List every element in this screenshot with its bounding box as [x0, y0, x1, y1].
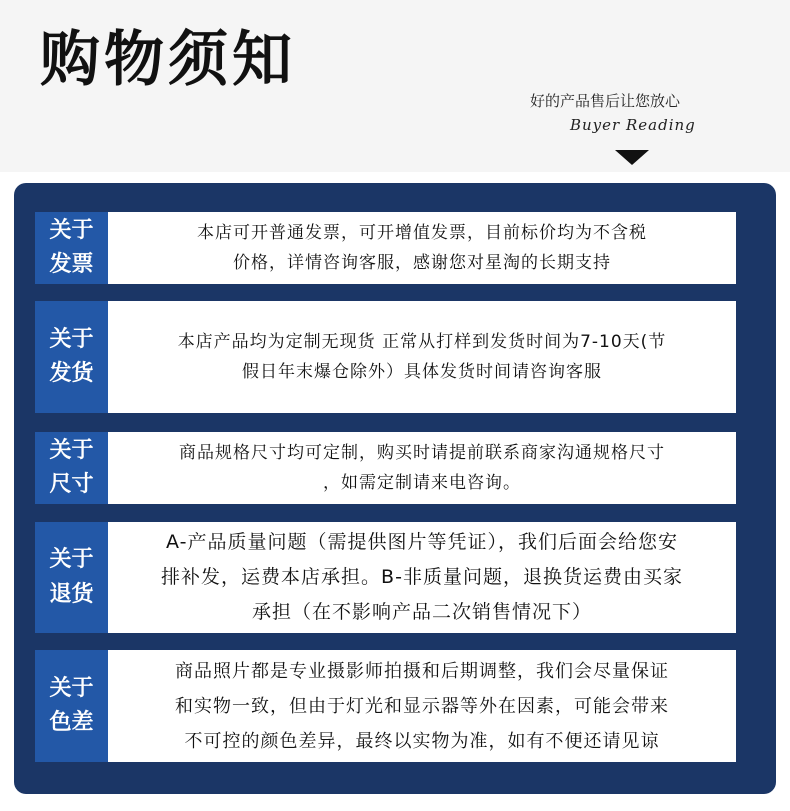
tag-line: 色差: [49, 710, 94, 735]
section-tag: [35, 650, 108, 762]
subtitle-english: Buyer Reading: [570, 116, 696, 134]
section-content: [108, 650, 736, 762]
header-area: [0, 0, 790, 172]
section-tag: [35, 522, 108, 633]
content-line: ，如需定制请来电咨询。: [323, 473, 521, 493]
content-line: 和实物一致，但由于灯光和显示器等外在因素，可能会带来: [175, 695, 669, 717]
tag-line: 关于: [49, 217, 94, 243]
section-color: [35, 650, 736, 762]
section-content: [108, 212, 736, 284]
tag-line: 关于: [49, 437, 94, 463]
tag-line: 发票: [49, 252, 94, 277]
content-line: 商品照片都是专业摄影师拍摄和后期调整，我们会尽量保证: [175, 660, 669, 682]
content-line: 本店可开普通发票，可开增值发票，目前标价均为不含税: [197, 223, 647, 243]
content-line: 商品规格尺寸均可定制，购买时请提前联系商家沟通规格尺寸: [179, 443, 665, 463]
page-title: 购物须知: [40, 25, 296, 95]
tag-line: 关于: [49, 547, 94, 573]
section-return: [35, 522, 736, 633]
section-tag: [35, 432, 108, 504]
content-line: 假日年末爆仓除外）具体发货时间请咨询客服: [242, 362, 602, 382]
section-content: [108, 432, 736, 504]
section-tag: [35, 212, 108, 284]
content-line: 排补发，运费本店承担。B-非质量问题，退换货运费由买家: [161, 566, 683, 588]
section-tag: [35, 301, 108, 413]
content-line: 不可控的颜色差异，最终以实物为准，如有不便还请见谅: [184, 730, 660, 752]
tag-line: 退货: [49, 581, 94, 607]
content-line: 承担（在不影响产品二次销售情况下）: [251, 601, 592, 623]
tag-line: 尺寸: [49, 472, 94, 497]
section-content: [108, 522, 736, 633]
content-line: 价格，详情咨询客服，感谢您对星淘的长期支持: [233, 253, 611, 273]
section-shipping: [35, 301, 736, 413]
subtitle: 好的产品售后让您放心: [530, 92, 681, 110]
tag-line: 关于: [49, 326, 94, 352]
section-invoice: [35, 212, 736, 284]
content-line: A-产品质量问题（需提供图片等凭证），我们后面会给您安: [166, 531, 678, 553]
section-size: [35, 432, 736, 504]
down-arrow-icon: [615, 150, 649, 165]
tag-line: 发货: [49, 361, 94, 386]
section-content: [108, 301, 736, 413]
content-line: 本店产品均为定制无现货 正常从打样到发货时间为7-10天(节: [177, 332, 667, 352]
tag-line: 关于: [49, 675, 94, 701]
